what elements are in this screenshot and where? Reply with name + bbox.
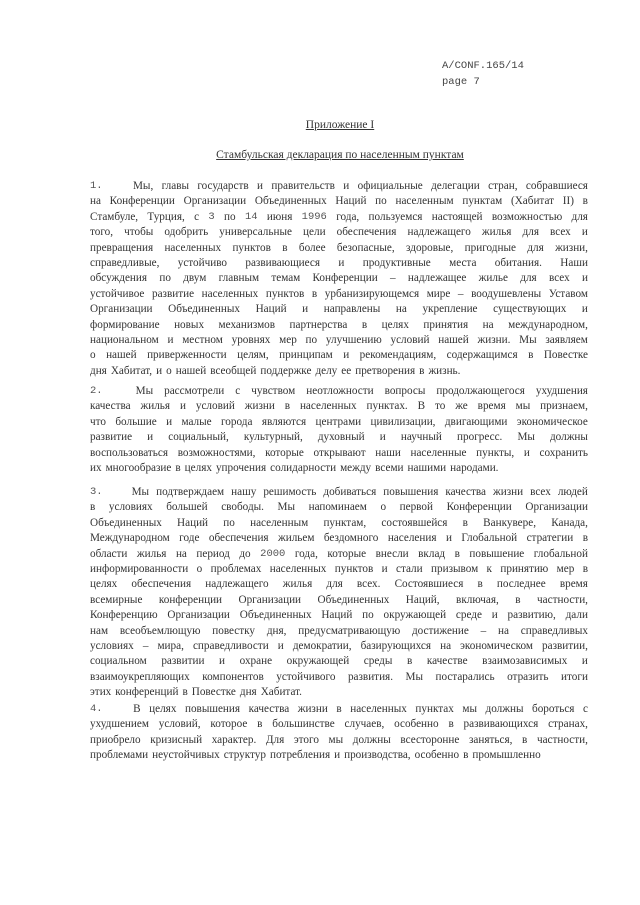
paragraph-line: Стамбуле, Турция, с 3 по 14 июня 1996 года, пользуемся настоящей возможностью для xyxy=(90,210,588,223)
paragraph-line: этих конференций в Повестке дня Хабитат. xyxy=(90,686,302,699)
paragraph-line: превращения населенных пунктов в более безопасные, здоровые, пригодные для жизни, xyxy=(90,241,588,254)
page-number: page 7 xyxy=(442,76,480,88)
paragraph-line: дня Хабитат, и о нашей всеобщей поддержке делу ее претворения в жизнь. xyxy=(90,364,461,377)
paragraph-line: качества жилья и условий жизни в населенных пунктах. В то же время мы признаем, xyxy=(90,400,588,413)
paragraph-line: на Конференции Организации Объединенных Наций по населенным пунктам (Хабитат II) в xyxy=(90,195,588,208)
paragraph-line: 1. Мы, главы государств и правительств и официальные делегации стран, собравшиеся xyxy=(90,180,588,192)
paragraph-line: приобрело кризисный характер. Для этого мы должны всесторонне заняться, в частности, xyxy=(90,733,588,746)
paragraph-line: области жилья на период до 2000 года, которые внесли вклад в повышение глобальной xyxy=(90,547,588,560)
paragraph-line: ухудшением условий, которое в большинстве случаев, особенно в развивающихся странах, xyxy=(90,718,588,731)
paragraph-4 xyxy=(90,702,588,764)
paragraph-line: справедливые, устойчиво развивающиеся и продуктивные места обитания. Наши xyxy=(90,256,588,269)
paragraph-line: в условиях большей свободы. Мы напоминаем о первой Конференции Организации xyxy=(90,501,588,514)
paragraph-line: всемирные конференции Организации Объединенных Наций, включая, в частности, xyxy=(90,593,588,606)
paragraph-line: Международном годе обеспечения жильем бездомного населения и Глобальной стратегии в xyxy=(90,532,588,545)
paragraph-line: воспользоваться возможностями, которые открывают наши населенные пункты, и сохранить xyxy=(90,446,588,459)
paragraph-line: формирование новых механизмов партнерства в целях принятия на международном, xyxy=(90,318,588,331)
paragraph-line: нам всеобъемлющую повестку дня, предусматривающую достижение – на справедливых xyxy=(90,624,588,637)
paragraph-line: развитие и социальный, культурный, духовный и научный прогресс. Мы должны xyxy=(90,431,588,444)
paragraph-line: целях обеспечения надлежащего жилья для всех. Состоявшиеся в последнее время xyxy=(90,578,588,591)
paragraph-line: их многообразие в целях упрочения солидарности между всеми нашими народами. xyxy=(90,461,499,474)
paragraph-line: 2. Мы рассмотрели с чувством неотложности вопросы продолжающегося ухудшения xyxy=(90,385,588,397)
paragraph-1 xyxy=(90,179,588,379)
paragraph-line: 4. В целях повышения качества жизни в населенных пунктах мы должны бороться с xyxy=(90,703,588,715)
declaration-title: Стамбульская декларация по населенным пунктам xyxy=(216,149,464,161)
paragraph-line: 3. Мы подтверждаем нашу решимость добиваться повышения качества жизни всех людей xyxy=(90,486,588,498)
document-header xyxy=(442,58,524,90)
paragraph-3 xyxy=(90,485,588,700)
paragraph-line: Объединенных Наций по населенным пунктам, состоявшейся в Ванкувере, Канада, xyxy=(90,516,588,529)
document-symbol: A/CONF.165/14 xyxy=(442,60,524,72)
paragraph-line: проблемами неустойчивых структур потребления и производства, особенно в промышленно xyxy=(90,749,541,762)
paragraph-line: социальном развитии и охране окружающей среды в качестве взаимозависимых и xyxy=(90,655,588,668)
paragraph-line: обсуждения по двум главным темам Конференции – надлежащее жилье для всех и xyxy=(90,272,588,285)
paragraph-line: о нашей приверженности целям, принципам и рекомендациям, содержащимся в Повестке xyxy=(90,349,588,362)
paragraph-line: информированности о проблемах населенных пунктов и стали призывом к принятию мер в xyxy=(90,562,588,575)
paragraph-line: того, чтобы одобрить универсальные цели обеспечения надлежащего жилья для всех и xyxy=(90,226,588,239)
paragraph-line: взаимоукрепляющих компонентов устойчивого развития. Мы постарались отразить итоги xyxy=(90,670,588,683)
paragraph-line: условиях – мира, справедливости и демократии, базирующихся на экономическом развитии, xyxy=(90,639,588,652)
paragraph-2 xyxy=(90,384,588,476)
annex-title: Приложение I xyxy=(305,119,375,131)
paragraph-line: Конференцию Организации Объединенных Наций по окружающей среде и развитию, дали xyxy=(90,609,588,622)
paragraph-line: национальном и местном уровнях мер по улучшению условий нашей жизни. Мы заявляем xyxy=(90,333,588,346)
paragraph-line: что большие и малые города являются центрами цивилизации, двигающими экономическое xyxy=(90,415,588,428)
paragraph-line: Организации Объединенных Наций и направлены на укрепление существующих и xyxy=(90,303,588,316)
paragraph-line: устойчивое развитие населенных пунктов в урбанизирующемся мире – воодушевлены Уставом xyxy=(90,287,588,300)
